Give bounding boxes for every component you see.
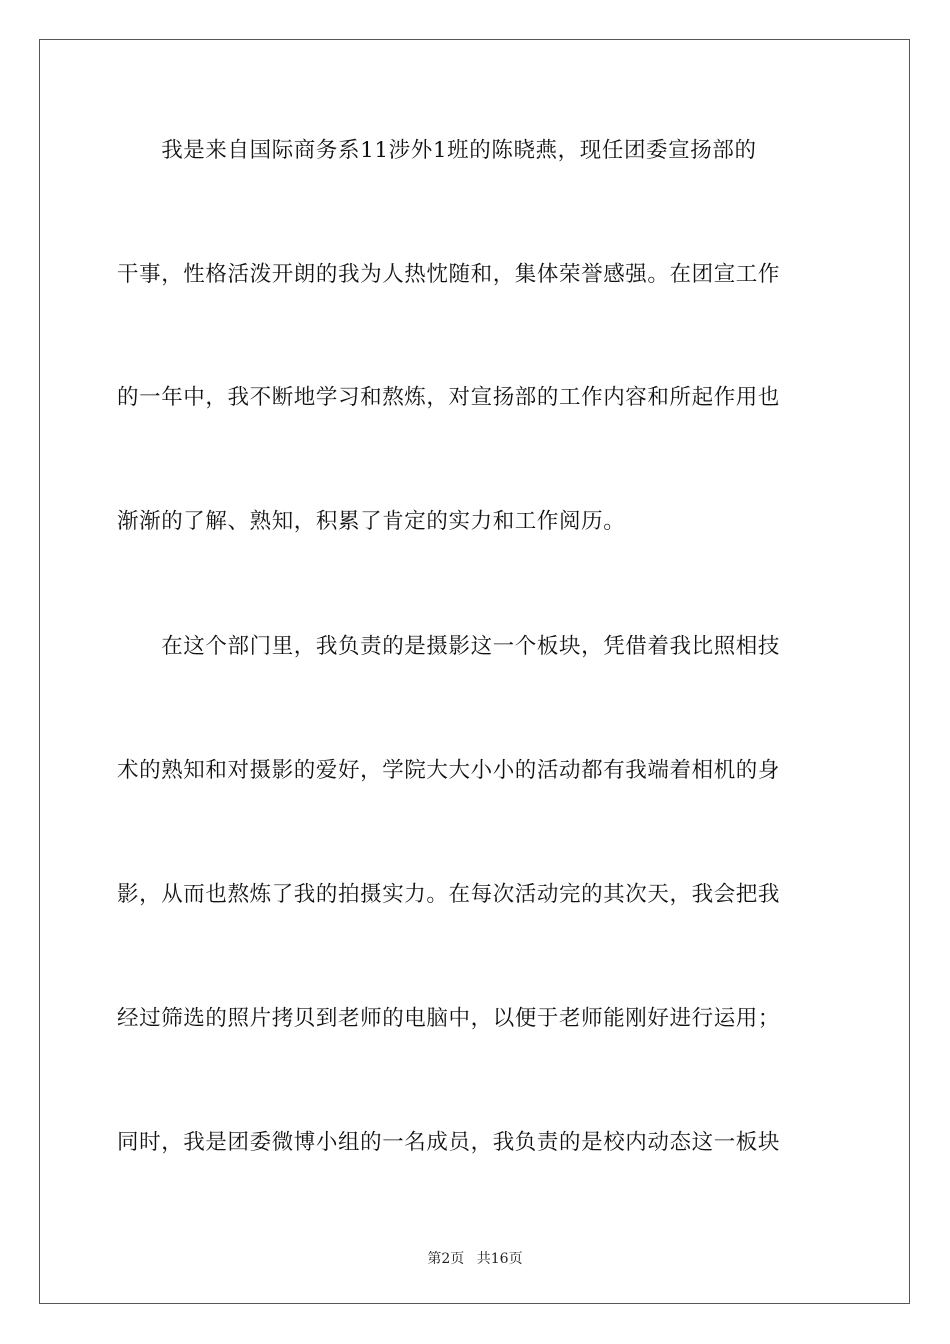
text-line: 的一年中，我不断地学习和熬炼，对宣扬部的工作内容和所起作用也 — [117, 385, 781, 410]
text-line: 在这个部门里，我负责的是摄影这一个板块，凭借着我比照相技 — [117, 634, 781, 659]
text-line: 术的熟知和对摄影的爱好，学院大大小小的活动都有我端着相机的身 — [117, 758, 781, 783]
page-border — [39, 39, 910, 1304]
text-line: 同时，我是团委微博小组的一名成员，我负责的是校内动态这一板块 — [117, 1130, 781, 1155]
text-line: 干事，性格活泼开朗的我为人热忱随和，集体荣誉感强。在团宣工作 — [117, 262, 781, 287]
page-total: 共16页 — [476, 1251, 523, 1267]
page-number: 第2页 — [427, 1251, 465, 1267]
text-line: 经过筛选的照片拷贝到老师的电脑中，以便于老师能刚好进行运用； — [117, 1006, 781, 1031]
text-line: 我是来自国际商务系11涉外1班的陈晓燕，现任团委宣扬部的 — [117, 138, 757, 163]
text-line: 影，从而也熬炼了我的拍摄实力。在每次活动完的其次天，我会把我 — [117, 882, 781, 907]
page-footer — [0, 1248, 950, 1268]
text-line: 渐渐的了解、熟知，积累了肯定的实力和工作阅历。 — [117, 509, 626, 534]
